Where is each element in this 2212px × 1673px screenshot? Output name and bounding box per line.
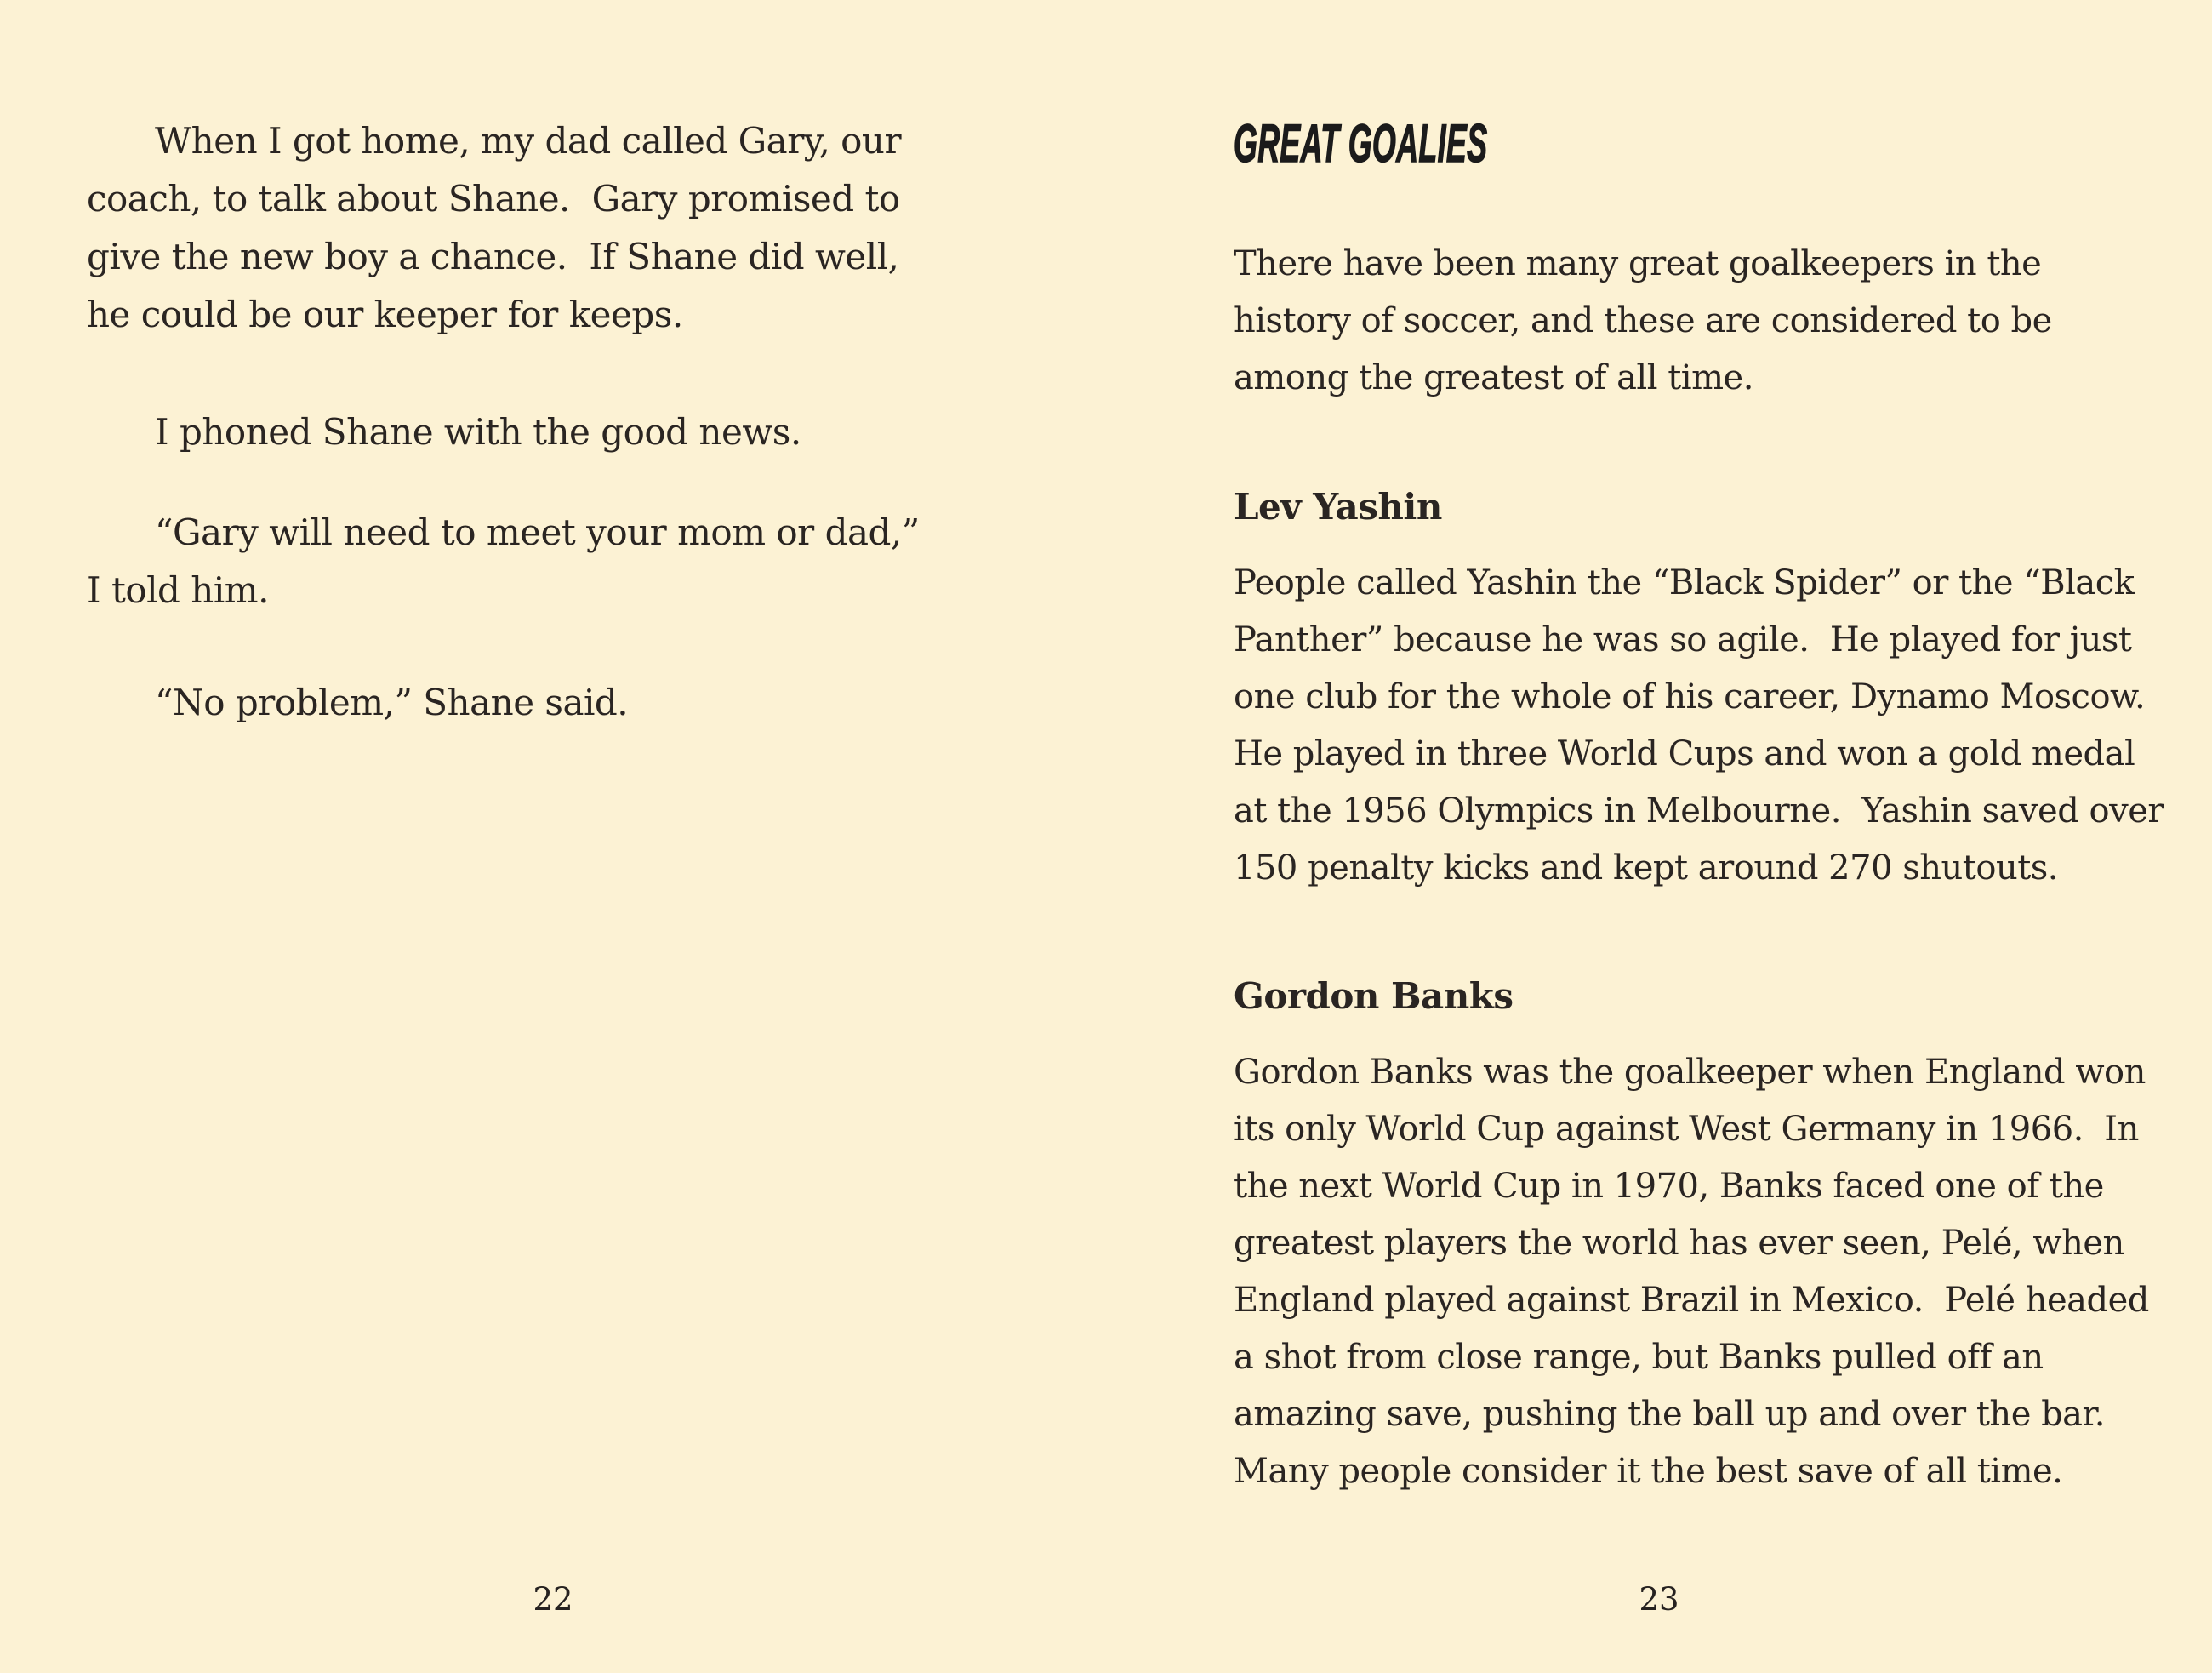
story-paragraph-2 (87, 403, 801, 461)
text-line: the next World Cup in 1970, Banks faced one of the (1234, 1167, 2104, 1206)
text-line: history of soccer, and these are considered to be (1234, 301, 2052, 340)
text-line: There have been many great goalkeepers in the (1234, 244, 2042, 283)
text-line: at the 1956 Olympics in Melbourne. Yashin saved over (1234, 791, 2164, 831)
banks-paragraph (1234, 1044, 2149, 1500)
intro-paragraph (1234, 236, 2052, 407)
text-line: Panther” because he was so agile. He played for just (1234, 620, 2132, 659)
chapter-heading: GREAT GOALIES (1234, 114, 1488, 174)
text-line: amazing save, pushing the ball up and over the bar. (1234, 1395, 2105, 1434)
text-line: People called Yashin the “Black Spider” or the “Black (1234, 563, 2135, 602)
page-number-left: 22 (533, 1581, 573, 1618)
text-line: among the greatest of all time. (1234, 358, 1753, 397)
text-line: coach, to talk about Shane. Gary promised to (87, 178, 900, 220)
text-line: Gordon Banks was the goalkeeper when England won (1234, 1053, 2146, 1092)
text-line: I phoned Shane with the good news. (155, 411, 801, 453)
page-number-right: 23 (1639, 1581, 1679, 1618)
text-line: its only World Cup against West Germany in 1966. In (1234, 1110, 2139, 1149)
text-line: “No problem,” Shane said. (155, 682, 629, 723)
story-paragraph-3 (87, 504, 920, 620)
text-line: give the new boy a chance. If Shane did well, (87, 236, 899, 277)
text-line: When I got home, my dad called Gary, our (155, 120, 902, 162)
text-line: one club for the whole of his career, Dynamo Moscow. (1234, 677, 2146, 717)
text-line: England played against Brazil in Mexico. Pelé headed (1234, 1281, 2149, 1320)
text-line: a shot from close range, but Banks pulled off an (1234, 1338, 2044, 1377)
right-page (1106, 0, 2212, 1673)
story-paragraph-1 (87, 112, 901, 344)
text-line: he could be our keeper for keeps. (87, 294, 683, 335)
yashin-paragraph (1234, 555, 2164, 897)
text-line: “Gary will need to meet your mom or dad,” (155, 511, 920, 553)
story-paragraph-4 (87, 674, 628, 732)
text-line: 150 penalty kicks and kept around 270 shutouts. (1234, 848, 2059, 888)
text-line: I told him. (87, 569, 269, 611)
text-line: He played in three World Cups and won a gold medal (1234, 734, 2135, 774)
subheading-gordon-banks: Gordon Banks (1234, 975, 1514, 1017)
text-line: greatest players the world has ever seen, Pelé, when (1234, 1224, 2124, 1263)
text-line: Many people consider it the best save of all time. (1234, 1452, 2063, 1491)
subheading-lev-yashin: Lev Yashin (1234, 486, 1442, 528)
